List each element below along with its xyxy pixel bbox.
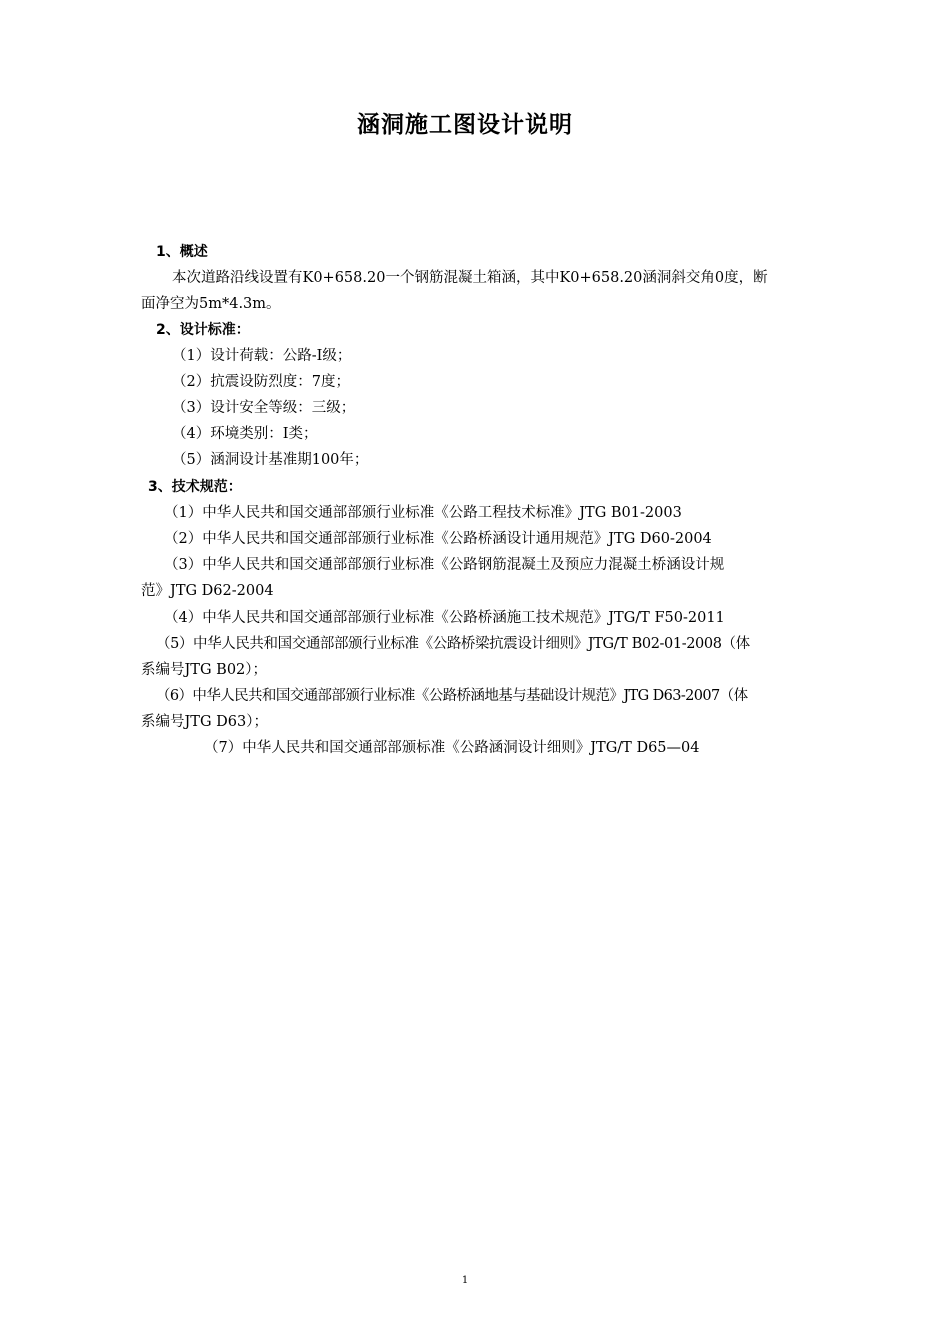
spec-item: （7）中华人民共和国交通部部颁标准《公路涵洞设计细则》JTG/T D65—04 [204, 740, 700, 756]
section-3-heading: 3、技术规范： [148, 479, 242, 495]
spec-item-continuation: 范》JTG D62-2004 [141, 583, 274, 599]
spec-item: （5）中华人民共和国交通部部颁行业标准《公路桥梁抗震设计细则》JTG/T B02-01-2008（体 [156, 636, 750, 652]
design-standard-item: （2）抗震设防烈度：7度； [172, 374, 350, 390]
spec-item: （4）中华人民共和国交通部部颁行业标准《公路桥涵施工技术规范》JTG/T F50-2011 [164, 610, 725, 626]
spec-item-continuation: 系编号JTG D63）； [141, 714, 269, 730]
section-2-heading: 2、设计标准： [156, 322, 250, 338]
design-standard-item: （5）涵洞设计基准期100年； [172, 452, 369, 468]
spec-item-continuation: 系编号JTG B02）； [141, 662, 268, 678]
document-title: 涵洞施工图设计说明 [357, 112, 573, 138]
spec-item: （2）中华人民共和国交通部部颁行业标准《公路桥涵设计通用规范》JTG D60-2004 [164, 531, 712, 547]
page-number: 1 [461, 1275, 469, 1286]
design-standard-item: （1）设计荷载：公路-I级； [172, 348, 352, 364]
overview-paragraph-line-2: 面净空为5m*4.3m。 [141, 296, 281, 312]
spec-item: （3）中华人民共和国交通部部颁行业标准《公路钢筋混凝土及预应力混凝土桥涵设计规 [164, 557, 725, 573]
design-standard-item: （4）环境类别：I类； [172, 426, 318, 442]
section-1-heading: 1、概述 [156, 244, 208, 260]
overview-paragraph-line-1: 本次道路沿线设置有K0+658.20一个钢筋混凝土箱涵，其中K0+658.20涵洞斜交角0度，断 [172, 270, 768, 286]
spec-item: （1）中华人民共和国交通部部颁行业标准《公路工程技术标准》JTG B01-2003 [164, 505, 682, 521]
spec-item: （6）中华人民共和国交通部部颁行业标准《公路桥涵地基与基础设计规范》JTG D63-2007（体 [156, 688, 748, 704]
design-standard-item: （3）设计安全等级：三级； [172, 400, 356, 416]
